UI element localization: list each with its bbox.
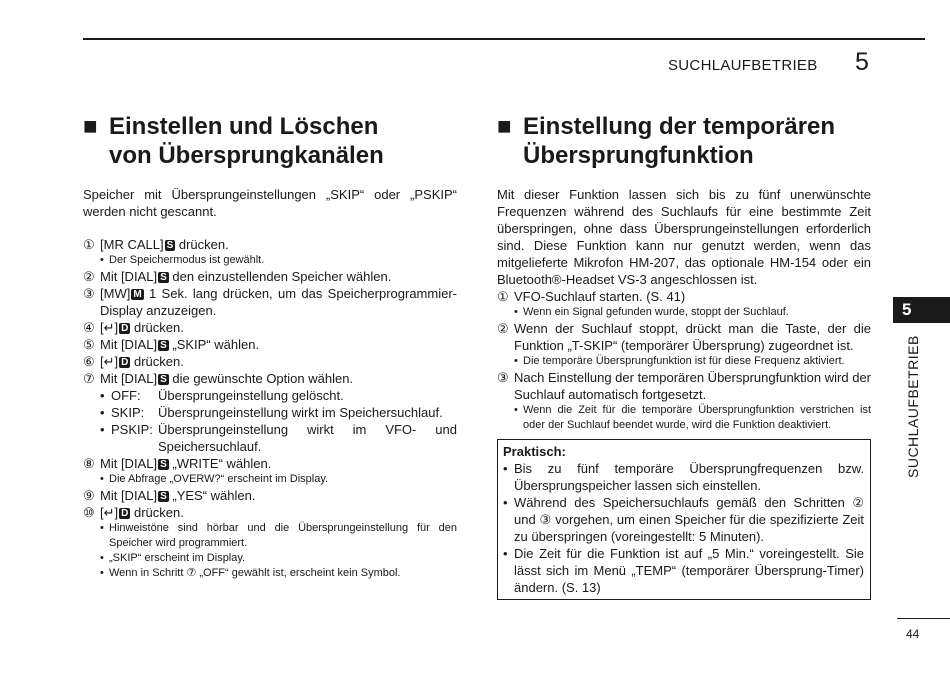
tip-bullet-1: • Bis zu fünf temporäre Übersprungfrequenzen bzw. Übersprungspeicher lassen sich einstellen. [503,461,864,493]
key-s-icon: S [160,272,167,283]
tip-bullet-3: • Die Zeit für die Funktion ist auf „5 Min.“ voreingestellt. Sie lässt sich im Menü „TEMP“ (temporärer Übersprung-Timer) ändern. (S. 13) [503,546,864,595]
left-step-4: ④ [↵] D drücken. [83,320,184,335]
bottom-rule [897,618,950,619]
left-step-6: ⑥ [↵] D drücken. [83,354,184,369]
tip-box [497,439,871,600]
left-step-3: ③ [MW] M 1 Sek. lang drücken, um das Speicherprogrammier-Display anzuzeigen. [83,286,457,318]
chapter-side-label: SUCHLAUFBETRIEB [905,335,921,478]
right-intro: Mit dieser Funktion lassen sich bis zu fünf unerwünschte Frequenzen während des Suchlaufs für eine bestimmte Zeit überspringen, ohne dass Übersprungeinstellungen erforderlich sind. Diese Funktion kann nur genutzt werden, wenn das mitgelieferte Mikrofon HM-207, das optionale HM-154 oder ein Bluetooth®-Headset VS-3 angeschlossen ist. [497,187,871,287]
header-chapter-number: 5 [855,48,869,76]
left-option-off: • OFF: Übersprungeinstellung gelöscht. [100,388,344,403]
key-s-icon: S [160,374,167,385]
left-note-10c: • Wenn in Schritt ⑦ „OFF“ gewählt ist, erscheint kein Symbol. [100,567,401,579]
right-step-1: ① VFO-Suchlauf starten. (S. 41) [497,289,686,304]
key-s-icon: S [166,240,174,251]
left-note-10a: • Hinweistöne sind hörbar und die Übersprungeinstellung für den Speicher wird programmiert. [100,522,457,549]
chapter-tab: 5 [893,297,950,323]
left-step-1: ① [MR CALL] S drücken. [83,237,229,252]
left-note-1: • Der Speichermodus ist gewählt. [100,254,265,266]
left-step-7: ⑦ Mit [DIAL] S die gewünschte Option wählen. [83,371,354,386]
right-heading-line1: Einstellung der temporären [523,113,836,140]
left-step-8: ⑧ Mit [DIAL] S „WRITE“ wählen. [83,456,272,471]
left-step-9: ⑨ Mit [DIAL] S „YES“ wählen. [83,488,256,503]
black-square-icon: ■ [83,113,98,140]
left-option-pskip: • PSKIP: Übersprungeinstellung wirkt im VFO- und Speichersuchlauf. [100,422,457,454]
left-heading-line2: von Übersprungkanälen [109,142,384,169]
left-note-10b: • „SKIP“ erscheint im Display. [100,552,246,564]
tip-box-title: Praktisch: [503,444,566,459]
page-number: 44 [906,627,920,641]
tip-bullet-2: • Während des Speichersuchlaufs gemäß den Schritten ② und ③ vorgehen, um einen Speicher für die spezifizierte Zeit zu überspringen (voreingestellt: 5 Minuten). [503,495,864,544]
black-square-icon: ■ [497,113,512,140]
key-d-icon: D [121,508,129,519]
right-note-1: • Wenn ein Signal gefunden wurde, stoppt der Suchlauf. [514,306,789,318]
key-s-icon: S [160,491,167,502]
key-s-icon: S [160,340,167,351]
right-note-2: • Die temporäre Übersprungfunktion ist für diese Frequenz aktiviert. [514,355,845,367]
key-d-icon: D [121,357,129,368]
left-step-5: ⑤ Mit [DIAL] S „SKIP“ wählen. [83,337,260,352]
left-column [83,112,457,581]
header-section-label: SUCHLAUFBETRIEB [668,57,818,74]
right-step-3: ③ Nach Einstellung der temporären Übersprungfunktion wird der Suchlauf automatisch fortgesetzt. [497,370,871,402]
left-note-8: • Die Abfrage „OVERW?“ erscheint im Display. [100,473,329,485]
left-intro: Speicher mit Übersprungeinstellungen „SKIP“ oder „PSKIP“ werden nicht gescannt. [83,187,457,219]
key-s-icon: S [160,459,167,470]
key-d-icon: D [121,323,129,334]
right-heading-line2: Übersprungfunktion [523,142,754,169]
key-m-icon: M [133,289,142,300]
top-rule [83,38,925,40]
left-heading-line1: Einstellen und Löschen [109,113,379,140]
left-step-10: ⑩ [↵] D drücken. [83,505,184,520]
left-option-skip: • SKIP: Übersprungeinstellung wirkt im Speichersuchlauf. [100,405,443,420]
right-step-2: ② Wenn der Suchlauf stoppt, drückt man die Taste, der die Funktion „T-SKIP“ (temporärer Übersprung) zugeordnet ist. [497,321,871,353]
right-note-3: • Wenn die Zeit für die temporäre Übersprungfunktion verstrichen ist oder der Suchlauf beendet wurde, wird die Funktion deaktiviert. [514,404,871,431]
right-column [497,112,871,600]
left-heading [83,112,457,170]
left-step-2: ② Mit [DIAL] S den einzustellenden Speicher wählen. [83,269,392,284]
right-heading [497,112,871,170]
